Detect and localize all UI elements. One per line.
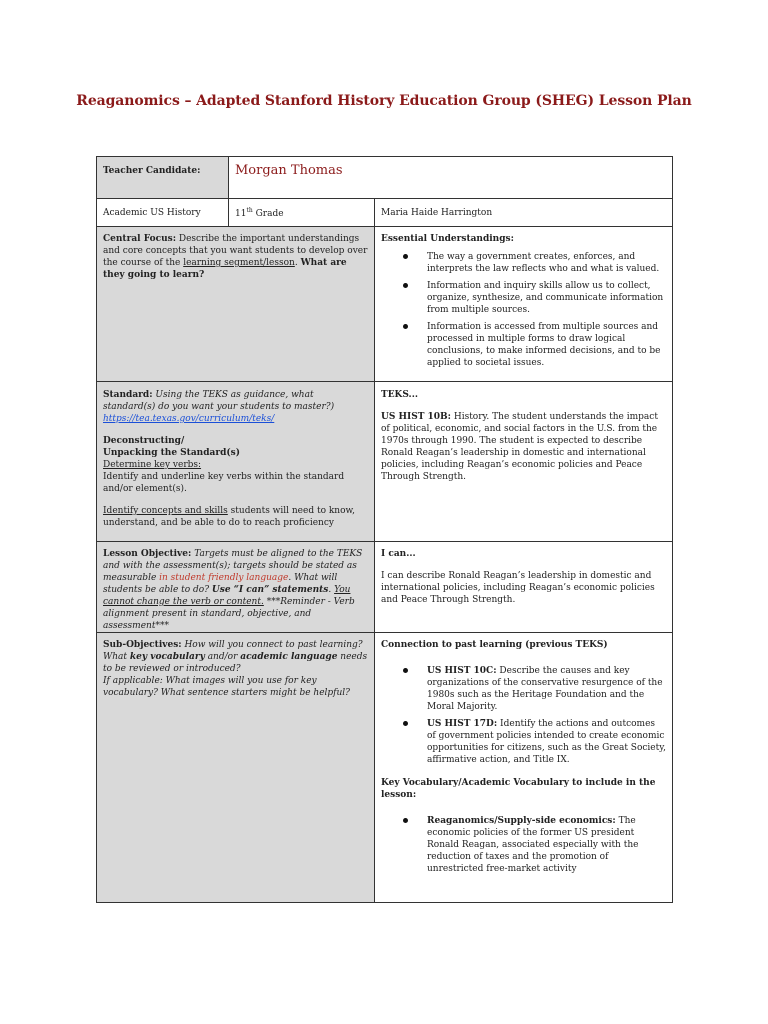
ican-text: I can describe Ronald Reagan’s leadership in domestic and international policies, including Reagan’s economic policies and Peace Through Strength.: [381, 571, 655, 605]
sub-objectives-text: How will you connect to past learning? What: [103, 640, 363, 662]
standard-label: Standard:: [103, 390, 153, 400]
list-item: [381, 718, 666, 766]
essential-item-text: The way a government creates, enforces, and interprets the law reflects who and what is valued.: [427, 252, 660, 274]
bullet-icon: [403, 668, 408, 673]
teacher-name-cell: [229, 157, 673, 199]
sub-objectives-text-2: and/or: [204, 652, 241, 662]
mentor-cell: [375, 199, 673, 227]
deconstructing-heading: Deconstructing/: [103, 436, 185, 446]
bullet-icon: [403, 324, 408, 329]
grade-superscript: th: [246, 207, 253, 214]
teacher-row: [97, 157, 673, 199]
cannot-change-text: You cannot change the verb or content.: [103, 585, 351, 607]
ican-label: I can...: [381, 549, 416, 559]
standard-prompt: Using the TEKS as guidance, what standard(s) do you want your students to master?): [103, 390, 335, 412]
central-focus-underlined: learning segment/lesson: [183, 258, 295, 268]
vocabulary-list: [381, 815, 666, 875]
central-focus-question: What are they going to learn?: [103, 258, 347, 280]
grade-cell: [229, 199, 375, 227]
list-item: [381, 665, 666, 713]
teks-text: History. The student understands the impact of political, economic, and social factors in the U.S. from the 1970s through 1990. The student is expected to describe Ronald Reagan’s leadership in domestic and international policies, including Reagan’s economic policies and Peace Through Strength.: [381, 412, 658, 482]
key-verbs-heading: Determine key verbs:: [103, 460, 202, 470]
concepts-underlined: Identify concepts and skills: [103, 506, 228, 516]
central-focus-separator: .: [294, 258, 301, 268]
identify-text: Identify and underline key verbs within the standard and/or element(s).: [103, 472, 345, 494]
teks-cell: [375, 382, 673, 542]
bullet-icon: [403, 818, 408, 823]
academic-language-term: academic language: [240, 652, 338, 662]
connection-code: US HIST 17D:: [427, 719, 498, 729]
standard-row: [97, 382, 673, 542]
vocabulary-term: Reaganomics/Supply-side economics:: [427, 816, 616, 826]
ican-cell: [375, 542, 673, 633]
connection-text: Describe the causes and key organizations of the conservative resurgence of the 1980s such as the Heritage Foundation and the Moral Majority.: [427, 666, 663, 712]
connection-list: [381, 665, 666, 766]
objective-row: [97, 542, 673, 633]
mentor-name: Maria Haide Harrington: [381, 207, 493, 218]
sub-objectives-row: [97, 633, 673, 903]
connection-text: Identify the actions and outcomes of government policies intended to create economic opportunities for citizens, such as the Great Society, affirmative action, and Title IX.: [427, 719, 666, 765]
list-item: [381, 251, 666, 275]
teacher-label: Teacher Candidate:: [103, 166, 201, 176]
list-item: [381, 815, 666, 875]
bullet-icon: [403, 283, 408, 288]
course-cell: [97, 199, 229, 227]
sub-objectives-text-3: needs to be reviewed or introduced?: [103, 652, 368, 674]
applicable-text: If applicable: What images will you use for key vocabulary? What sentence starters might be helpful?: [103, 676, 350, 698]
teacher-name: Morgan Thomas: [235, 163, 343, 178]
course-name: Academic US History: [103, 207, 201, 218]
bullet-icon: [403, 721, 408, 726]
essential-list: [381, 251, 666, 369]
course-row: [97, 199, 673, 227]
page-title: Reaganomics – Adapted Stanford History Education Group (SHEG) Lesson Plan: [76, 93, 692, 109]
central-focus-cell: [97, 227, 375, 382]
concepts-text: students will need to know, understand, and be able to do to reach proficiency: [103, 506, 356, 528]
connection-label: Connection to past learning (previous TEKS): [381, 640, 608, 650]
standard-cell: [97, 382, 375, 542]
lesson-plan-table: [96, 156, 673, 903]
sub-objectives-cell: [97, 633, 375, 903]
objective-red-text: in student friendly language: [159, 573, 289, 583]
sub-objectives-label: Sub-Objectives:: [103, 640, 182, 650]
objective-reminder: ***Reminder - Verb alignment present in standard, objective, and assessment***: [103, 597, 355, 631]
vocabulary-heading: Key Vocabulary/Academic Vocabulary to include in the lesson:: [381, 778, 656, 800]
list-item: [381, 321, 666, 369]
list-item: [381, 280, 666, 316]
vocabulary-definition: The economic policies of the former US president Ronald Reagan, associated especially with the reduction of taxes and the promotion of unrestricted free-market activity: [427, 816, 639, 874]
essential-item-text: Information is accessed from multiple sources and processed in multiple forms to draw logical conclusions, to make informed decisions, and to be applied to societal issues.: [427, 322, 661, 368]
central-focus-row: [97, 227, 673, 382]
grade-number: 11: [235, 209, 247, 219]
central-focus-text: Describe the important understandings and core concepts that you want students to develop over the course of the: [103, 234, 368, 268]
objective-label: Lesson Objective:: [103, 549, 192, 559]
unpacking-heading: Unpacking the Standard(s): [103, 448, 240, 458]
teacher-label-cell: [97, 157, 229, 199]
objective-text: Targets must be aligned to the TEKS and with the assessment(s); targets should be stated as measurable: [103, 549, 363, 583]
connection-cell: [375, 633, 673, 903]
bullet-icon: [403, 254, 408, 259]
grade-word: Grade: [252, 209, 284, 219]
objective-separator: .: [328, 585, 335, 595]
essential-item-text: Information and inquiry skills allow us to collect, organize, synthesize, and communicate information from multiple sources.: [427, 281, 664, 315]
objective-text-2: . What will students be able to do?: [103, 573, 338, 595]
key-vocabulary-term: key vocabulary: [129, 652, 205, 662]
essential-label: Essential Understandings:: [381, 234, 514, 244]
essential-understandings-cell: [375, 227, 673, 382]
teks-code: US HIST 10B:: [381, 412, 451, 422]
ican-statement-hint: Use “I can” statements: [211, 585, 329, 595]
connection-code: US HIST 10C:: [427, 666, 497, 676]
central-focus-label: Central Focus:: [103, 234, 177, 244]
objective-cell: [97, 542, 375, 633]
teks-label: TEKS...: [381, 390, 418, 400]
teks-link[interactable]: https://tea.texas.gov/curriculum/teks/: [103, 414, 275, 424]
